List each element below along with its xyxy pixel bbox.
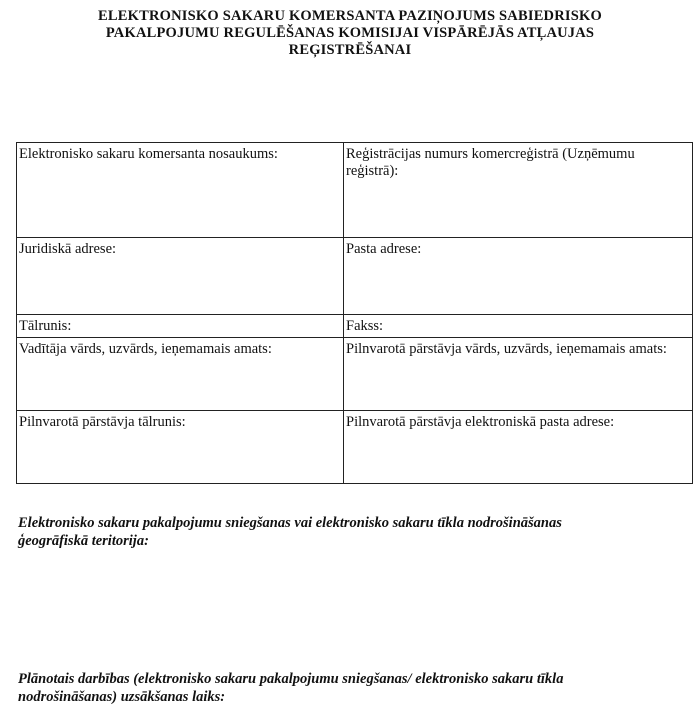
start-time-heading-line-2: nodrošināšanas) uzsākšanas laiks:	[18, 689, 226, 705]
field-label: Reģistrācijas numurs komercreģistrā (Uzņēmumu reģistrā):	[346, 146, 635, 179]
territory-heading-line-2: ģeogrāfiskā teritorija:	[18, 533, 149, 549]
start-time-section	[18, 670, 688, 706]
legal-address-field[interactable]	[17, 238, 344, 315]
phone-field[interactable]	[17, 315, 344, 338]
company-name-field[interactable]	[17, 143, 344, 238]
representative-name-field[interactable]	[344, 338, 693, 411]
table-row	[17, 315, 693, 338]
field-label: Elektronisko sakaru komersanta nosaukums:	[19, 146, 278, 162]
field-label: Vadītāja vārds, uzvārds, ieņemamais amats:	[19, 341, 272, 357]
registration-form-table	[16, 142, 693, 484]
table-row	[17, 143, 693, 238]
title-line-2: PAKALPOJUMU REGULĒŠANAS KOMISIJAI VISPĀRĒJĀS ATĻAUJAS	[105, 25, 595, 41]
start-time-heading-line-1: Plānotais darbības (elektronisko sakaru pakalpojumu sniegšanas/ elektronisko sakaru tīkla	[18, 671, 564, 687]
title-line-3: REĢISTRĒŠANAI	[288, 42, 412, 58]
table-row	[17, 238, 693, 315]
manager-name-field[interactable]	[17, 338, 344, 411]
field-label: Juridiskā adrese:	[19, 241, 117, 257]
territory-section	[18, 514, 688, 550]
table-row	[17, 338, 693, 411]
registration-number-field[interactable]	[344, 143, 693, 238]
field-label: Pasta adrese:	[346, 241, 422, 257]
territory-heading-line-1: Elektronisko sakaru pakalpojumu sniegšanas vai elektronisko sakaru tīkla nodrošināšanas	[18, 515, 562, 531]
field-label: Fakss:	[346, 318, 384, 334]
title-line-1: ELEKTRONISKO SAKARU KOMERSANTA PAZIŅOJUMS SABIEDRISKO	[98, 8, 602, 24]
field-label: Pilnvarotā pārstāvja tālrunis:	[19, 414, 186, 430]
document-title	[0, 8, 700, 59]
table-row	[17, 411, 693, 484]
field-label: Tālrunis:	[19, 318, 72, 334]
postal-address-field[interactable]	[344, 238, 693, 315]
field-label: Pilnvarotā pārstāvja elektroniskā pasta adrese:	[346, 414, 615, 430]
fax-field[interactable]	[344, 315, 693, 338]
representative-email-field[interactable]	[344, 411, 693, 484]
representative-phone-field[interactable]	[17, 411, 344, 484]
field-label: Pilnvarotā pārstāvja vārds, uzvārds, ieņemamais amats:	[346, 341, 667, 357]
